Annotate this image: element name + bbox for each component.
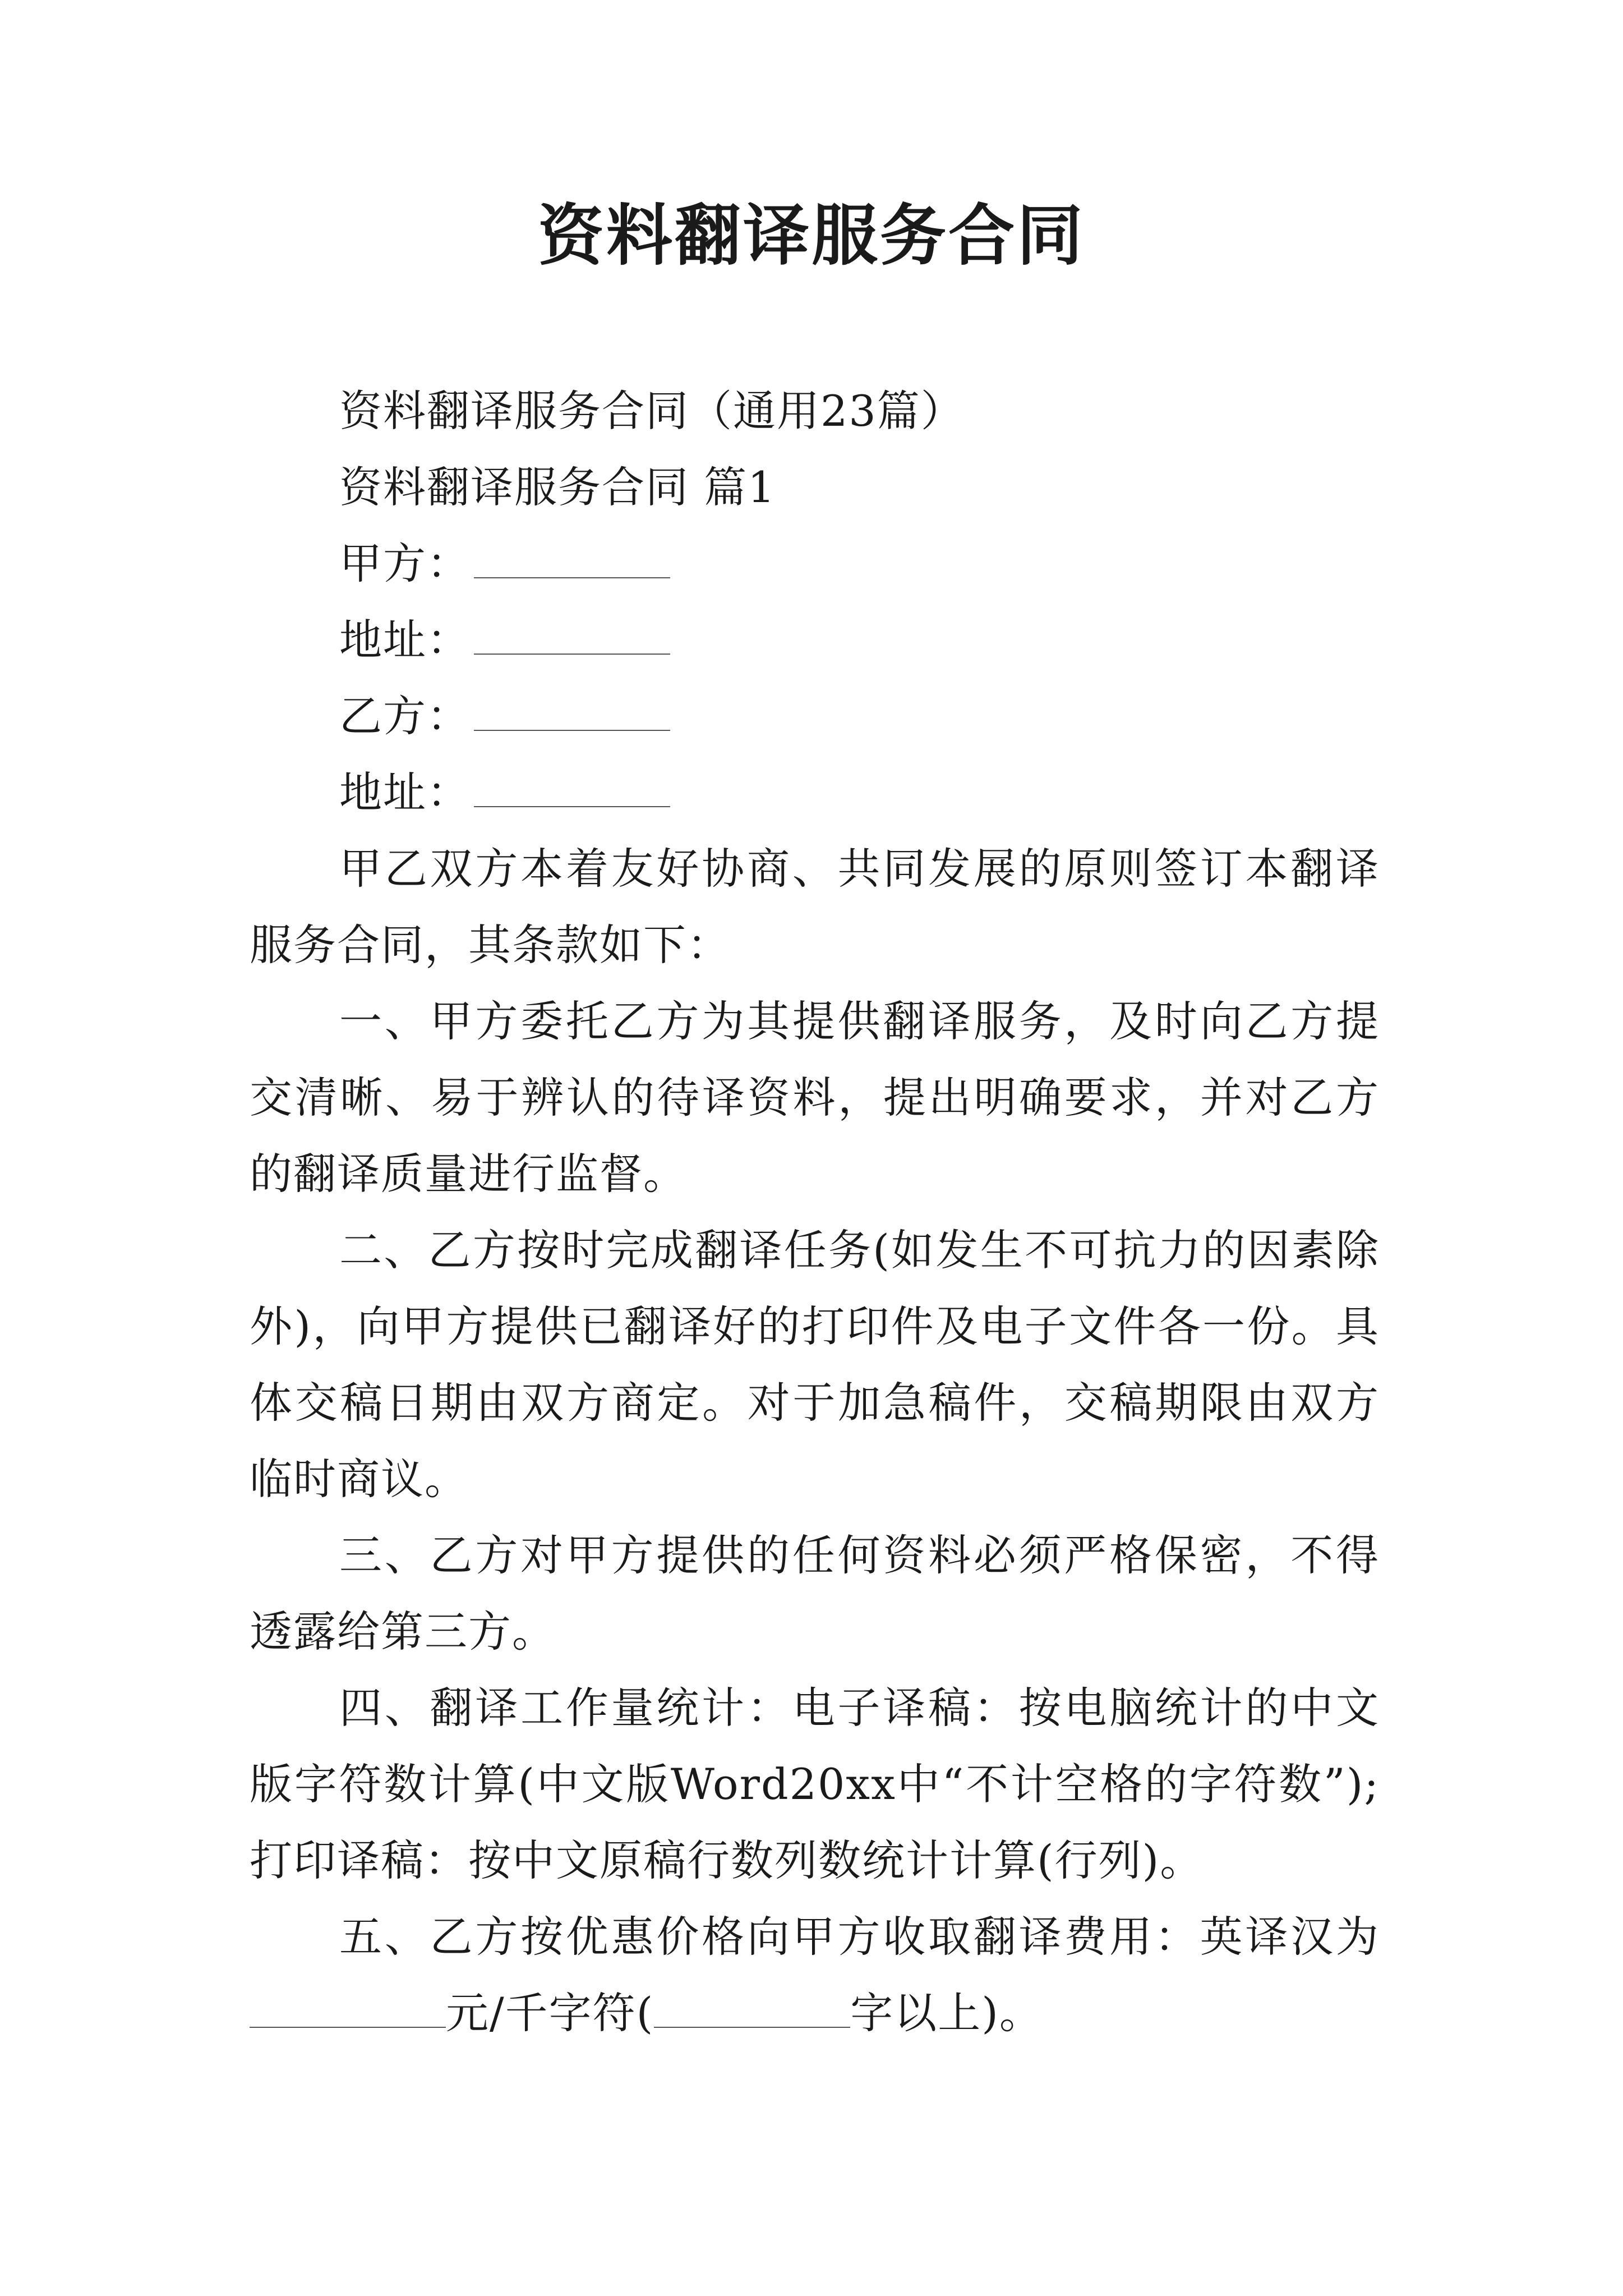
party-a-label: 甲方： <box>339 539 471 588</box>
party-a-blank <box>474 535 670 578</box>
party-a-field <box>250 526 1380 602</box>
party-b-address-blank <box>474 763 670 807</box>
min-chars-blank <box>654 1984 850 2028</box>
price-blank <box>250 1984 446 2028</box>
party-b-address-label: 地址： <box>339 767 471 817</box>
paragraph-clause-1: 一、甲方委托乙方为其提供翻译服务，及时向乙方提交清晰、易于辨认的待译资料，提出明确要求，并对乙方的翻译质量进行监督。 <box>250 996 1380 1199</box>
paragraph-clause-4: 四、翻译工作量统计：电子译稿：按电脑统计的中文版字符数计算(中文版Word20xx中“不计空格的字符数”);打印译稿：按中文原稿行数列数统计计算(行列)。 <box>250 1683 1380 1885</box>
party-a-address-field <box>250 602 1380 678</box>
party-b-address-field <box>250 754 1380 831</box>
paragraph-clause-5 <box>250 1899 1380 2051</box>
party-b-field <box>250 678 1380 754</box>
subtitle: 资料翻译服务合同（通用23篇） <box>339 386 965 436</box>
party-b-blank <box>474 687 670 731</box>
party-a-address-label: 地址： <box>339 615 471 665</box>
section-heading: 资料翻译服务合同 篇1 <box>339 462 776 512</box>
paragraph-clause-3: 三、乙方对甲方提供的任何资料必须严格保密，不得透露给第三方。 <box>250 1530 1380 1657</box>
party-b-label: 乙方： <box>339 691 471 741</box>
paragraph-intro: 甲乙双方本着友好协商、共同发展的原则签订本翻译服务合同，其条款如下： <box>250 844 1380 970</box>
paragraph-clause-2: 二、乙方按时完成翻译任务(如发生不可抗力的因素除外)，向甲方提供已翻译好的打印件及电子文件各一份。具体交稿日期由双方商定。对于加急稿件，交稿期限由双方临时商议。 <box>250 1225 1380 1504</box>
document-body <box>250 373 1380 2051</box>
clause-5-tail: 字以上)。 <box>850 1988 1043 2038</box>
document-title: 资料翻译服务合同 <box>537 196 1085 274</box>
party-a-address-blank <box>474 611 670 655</box>
clause-5-lead: 五、乙方按优惠价格向甲方收取翻译费用：英译汉为 <box>339 1912 1380 1962</box>
clause-5-unit: 元/千字符( <box>446 1988 654 2038</box>
